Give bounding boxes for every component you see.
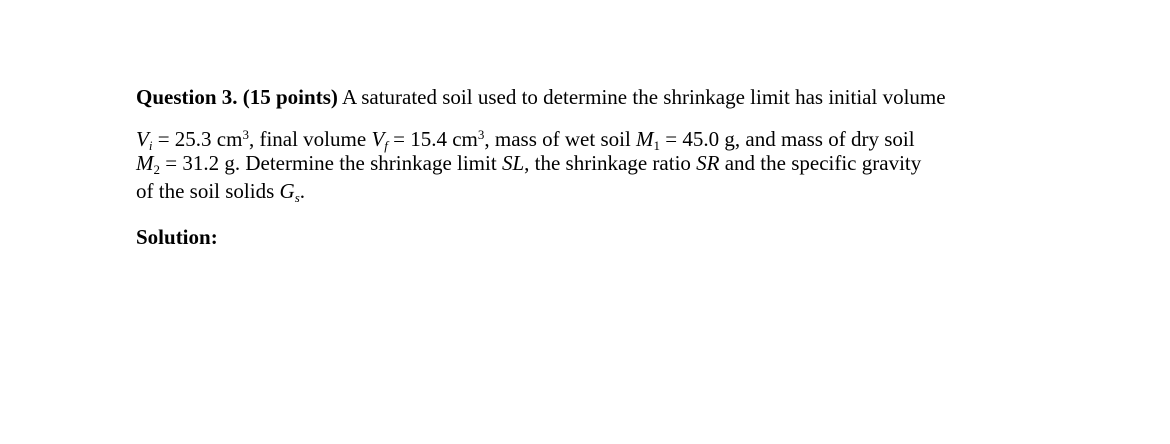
text-run: and the specific gravity bbox=[719, 151, 922, 175]
math-var-Gs: G bbox=[279, 179, 295, 203]
text-run: = 45.0 g, and mass of dry soil bbox=[660, 127, 915, 151]
text-run: . bbox=[299, 179, 305, 203]
text-run: = 31.2 g. Determine the shrinkage limit bbox=[160, 151, 502, 175]
math-sub-i: i bbox=[148, 138, 153, 153]
math-var-SR: SR bbox=[696, 151, 720, 175]
question-label: Question 3. (15 points) bbox=[136, 85, 338, 109]
math-sub-2: 2 bbox=[153, 162, 160, 177]
math-sub-1: 1 bbox=[653, 138, 661, 153]
math-var-M2: M bbox=[136, 151, 154, 175]
math-sup-3: 3 bbox=[477, 127, 485, 142]
math-var-Vf: V bbox=[371, 127, 385, 151]
text-run: , final volume bbox=[248, 127, 372, 151]
solution-label: Solution: bbox=[136, 225, 218, 249]
question-line-4 bbox=[136, 177, 305, 212]
math-var-Vi: V bbox=[136, 127, 149, 151]
text-run: , the shrinkage ratio bbox=[524, 151, 697, 175]
text-run: = 25.3 cm bbox=[152, 127, 243, 151]
math-sup-3: 3 bbox=[242, 127, 249, 142]
math-var-SL: SL bbox=[501, 151, 525, 175]
text-run: of the soil solids bbox=[136, 179, 280, 203]
text-run: = 15.4 cm bbox=[387, 127, 478, 151]
question-line-1 bbox=[136, 83, 946, 112]
text-run: A saturated soil used to determine the shrinkage limit has initial volume bbox=[337, 85, 946, 109]
solution-heading bbox=[136, 223, 218, 252]
math-sub-f: f bbox=[384, 138, 388, 153]
text-run: , mass of wet soil bbox=[484, 127, 637, 151]
math-var-M1: M bbox=[636, 127, 654, 151]
math-sub-s: s bbox=[294, 190, 300, 205]
